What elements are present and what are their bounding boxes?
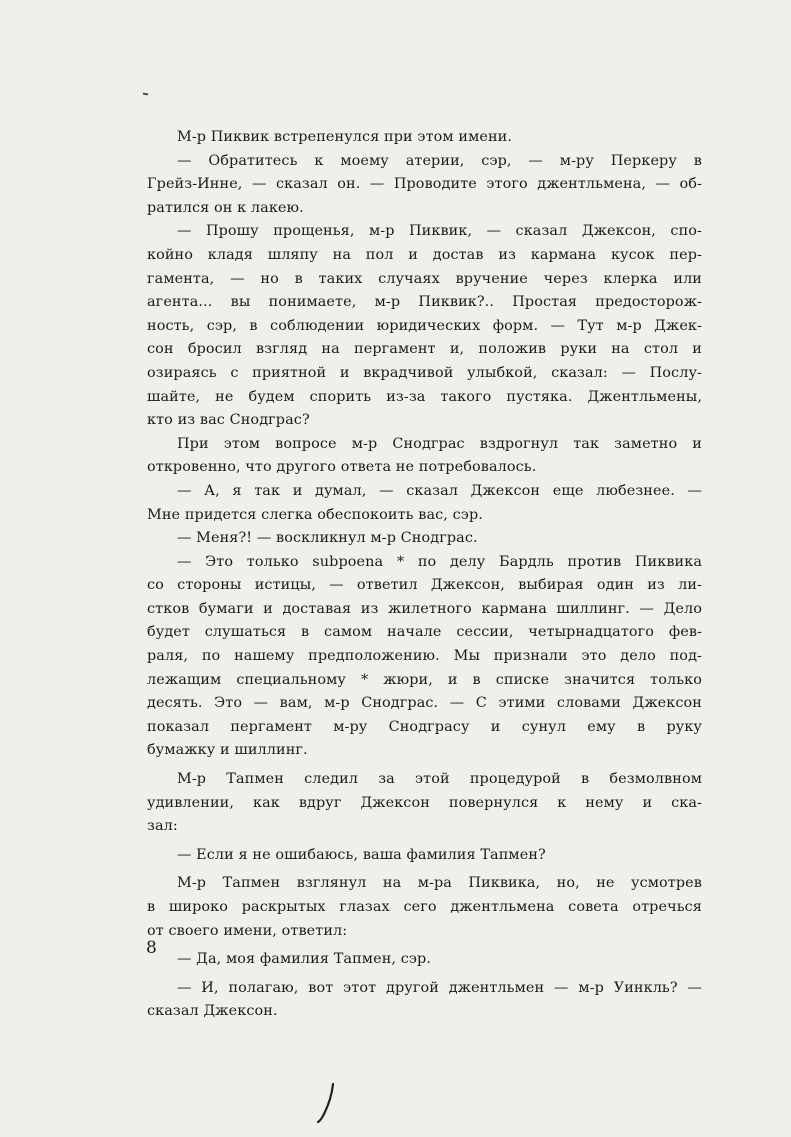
- text-line: от своего имени, ответил:: [147, 922, 348, 939]
- text-line: сон бросил взгляд на пергамент и, положив руки на стол и: [147, 341, 702, 358]
- print-speck: [143, 93, 148, 96]
- text-line: десять. Это — вам, м-р Снодграс. — С этими словами Джексон: [147, 695, 702, 712]
- text-line: Мне придется слегка обеспокоить вас, сэр.: [147, 506, 483, 523]
- text-line: — Обратитесь к моему атерии, сэр, — м-ру Перкеру в: [177, 152, 702, 169]
- text-line: — Это только subpoena * по делу Бардль против Пиквика: [177, 553, 702, 570]
- text-line: зал:: [147, 818, 178, 835]
- text-line: гамента, — но в таких случаях вручение через клерка или: [147, 270, 702, 287]
- text-line: озираясь с приятной и вкрадчивой улыбкой, сказал: — Послу-: [147, 364, 702, 381]
- text-line: бумажку и шиллинг.: [147, 742, 308, 759]
- text-line: в широко раскрытых глазах сего джентльмена совета отречься: [147, 899, 702, 915]
- text-line: М-р Пиквик встрепенулся при этом имени.: [177, 129, 513, 145]
- text-line: удивлении, как вдруг Джексон повернулся к нему и ска-: [147, 794, 702, 811]
- text-line: — Меня?! — воскликнул м-р Снодграс.: [177, 530, 478, 547]
- pen-mark: [313, 1082, 343, 1124]
- text-line: сказал Джексон.: [147, 1003, 278, 1020]
- body-text: [147, 126, 702, 1024]
- text-line: откровенно, что другого ответа не потребовалось.: [147, 459, 537, 476]
- text-line: койно кладя шляпу на пол и достав из кармана кусок пер-: [147, 246, 702, 263]
- text-line: шайте, не будем спорить из-за такого пустяка. Джентльмены,: [147, 388, 702, 405]
- text-line: — Прошу прощенья, м-р Пиквик, — сказал Джексон, спо-: [177, 223, 702, 240]
- text-line: раля, по нашему предположению. Мы признали это дело под-: [147, 648, 702, 665]
- text-line: М-р Тапмен взглянул на м-ра Пиквика, но, не усмотрев: [177, 875, 702, 892]
- text-line: ность, сэр, в соблюдении юридических форм. — Тут м-р Джек-: [147, 317, 702, 334]
- text-line: стков бумаги и доставая из жилетного кармана шиллинг. — Дело: [147, 600, 702, 617]
- text-line: При этом вопросе м-р Снодграс вздрогнул так заметно и: [177, 435, 702, 452]
- text-line: будет слушаться в самом начале сессии, четырнадцатого фев-: [147, 624, 702, 641]
- text-line: кто из вас Снодграс?: [147, 412, 310, 429]
- text-line: ратился он к лакею.: [147, 199, 304, 216]
- text-line: со стороны истицы, — ответил Джексон, выбирая один из ли-: [147, 577, 702, 594]
- text-line: — Да, моя фамилия Тапмен, сэр.: [177, 951, 432, 968]
- text-line: Грейз-Инне, — сказал он. — Проводите этого джентльмена, — об-: [147, 176, 702, 193]
- page-number: 8: [146, 938, 157, 958]
- text-line: М-р Тапмен следил за этой процедурой в безмолвном: [177, 771, 702, 788]
- text-line: агента... вы понимаете, м-р Пиквик?.. Простая предосторож-: [147, 294, 702, 311]
- text-line: лежащим специальному * жюри, и в списке значится только: [147, 671, 702, 688]
- text-line: — Если я не ошибаюсь, ваша фамилия Тапмен?: [177, 846, 546, 863]
- text-line: — А, я так и думал, — сказал Джексон еще любезнее. —: [177, 482, 702, 499]
- text-line: — И, полагаю, вот этот другой джентльмен — м-р Уинкль? —: [177, 979, 702, 996]
- text-line: показал пергамент м-ру Снодграсу и сунул ему в руку: [147, 718, 702, 735]
